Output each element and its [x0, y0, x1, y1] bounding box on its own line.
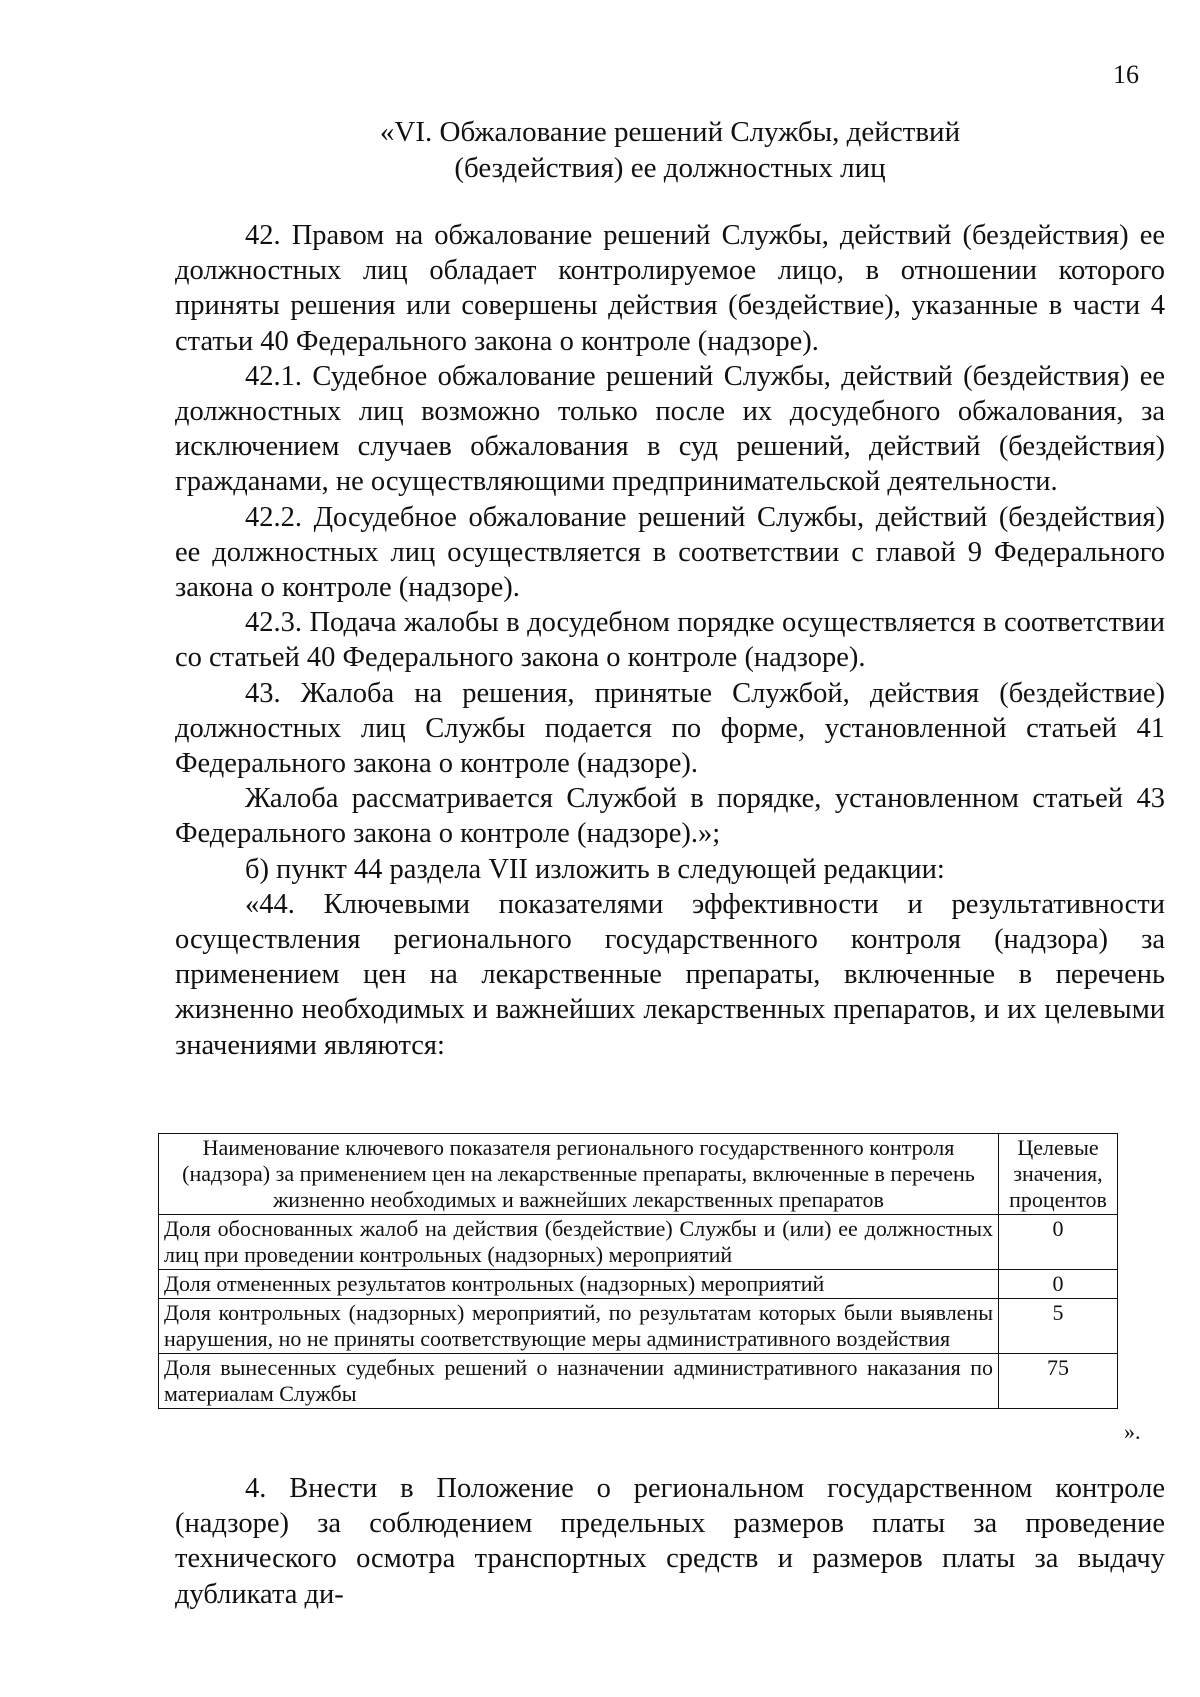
paragraph-42: 42. Правом на обжалование решений Службы, действий (бездействия) ее должностных лиц обладает контролируемое лицо, в отношении которого приняты решения или совершены действия (бездействие), указанные в части 4 статьи 40 Федерального закона о контроле (надзоре). [175, 220, 1165, 357]
table-row [159, 1299, 1118, 1354]
indicator-name: Доля обоснованных жалоб на действия (бездействие) Службы и (или) ее должностных лиц при проведении контрольных (надзорных) мероприятий [159, 1215, 999, 1270]
indicator-name: Доля вынесенных судебных решений о назначении административного наказания по материалам Службы [159, 1354, 999, 1409]
indicator-value: 5 [999, 1299, 1118, 1354]
table-header-name: Наименование ключевого показателя регионального государственного контроля (надзора) за применением цен на лекарственные препараты, включенные в перечень жизненно необходимых и важнейших лекарственных препаратов [159, 1134, 999, 1215]
table-header-row [159, 1134, 1118, 1215]
paragraph-42-2: 42.2. Досудебное обжалование решений Службы, действий (бездействия) ее должностных лиц осуществляется в соответствии с главой 9 Федерального закона о контроле (надзоре). [175, 501, 1165, 604]
paragraph-4: 4. Внести в Положение о региональном государственном контроле (надзоре) за соблюдением предельных размеров платы за проведение технического осмотра транспортных средств и размеров платы за выдачу дубликата ди- [175, 1473, 1165, 1610]
table-row [159, 1270, 1118, 1299]
paragraph-42-1: 42.1. Судебное обжалование решений Службы, действий (бездействия) ее должностных лиц возможно только после их досудебного обжалования, за исключением случаев обжалования в суд решений, действий (бездействия) гражданами, не осуществляющими предпринимательской деятельности. [175, 360, 1165, 498]
page-number: 16 [1113, 60, 1139, 89]
table-row [159, 1215, 1118, 1270]
paragraph-amendment: б) пункт 44 раздела VII изложить в следующей редакции: [245, 853, 945, 885]
paragraph-43: 43. Жалоба на решения, принятые Службой, действия (бездействие) должностных лиц Службы подается по форме, установленной статьей 41 Федерального закона о контроле (надзоре). [175, 677, 1165, 780]
indicator-name: Доля контрольных (надзорных) мероприятий, по результатам которых были выявлены нарушения, но не приняты соответствующие меры административного воздействия [159, 1299, 999, 1354]
table-row [159, 1354, 1118, 1409]
section-heading [175, 114, 1165, 186]
bottom-text [175, 1471, 1165, 1612]
indicator-name: Доля отмененных результатов контрольных (надзорных) мероприятий [159, 1270, 999, 1299]
paragraph-42-3: 42.3. Подача жалобы в досудебном порядке осуществляется в соответствии со статьей 40 Федерального закона о контроле (надзоре). [175, 607, 1165, 674]
indicator-value: 0 [999, 1270, 1118, 1299]
body-text [175, 218, 1165, 1063]
section-heading-line-2: (бездействия) ее должностных лиц [454, 152, 886, 184]
paragraph-complaint: Жалоба рассматривается Службой в порядке, установленном статьей 43 Федерального закона о контроле (надзоре).»; [175, 783, 1165, 850]
paragraph-44: «44. Ключевыми показателями эффективности и результативности осуществления регионального государственного контроля (надзора) за применением цен на лекарственные препараты, включенные в перечень жизненно необходимых и важнейших лекарственных препаратов, и их целевыми значениями являются: [175, 888, 1165, 1061]
indicators-table [158, 1133, 1118, 1409]
indicator-value: 75 [999, 1354, 1118, 1409]
indicator-value: 0 [999, 1215, 1118, 1270]
table-closing-quote: ». [1124, 1419, 1141, 1444]
table-header-value: Целевые значения, процентов [999, 1134, 1118, 1215]
section-heading-line-1: «VI. Обжалование решений Службы, действий [379, 116, 961, 148]
